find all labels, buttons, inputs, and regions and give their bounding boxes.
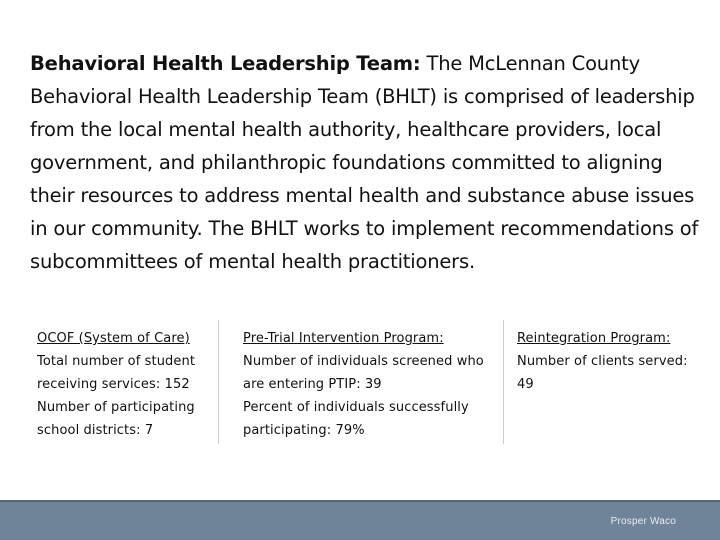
column-divider — [503, 320, 504, 444]
footer-brand: Prosper Waco — [610, 516, 676, 527]
column-divider — [218, 320, 219, 444]
program-reintegration-title: Reintegration Program: — [517, 331, 671, 346]
program-reintegration-stat-clients: Number of clients served: 49 — [517, 354, 688, 392]
program-ocof — [37, 327, 215, 442]
footer-bar — [0, 500, 720, 540]
intro-body: The McLennan County Behavioral Health Leadership Team (BHLT) is comprised of leadership from the local mental health authority, healthcare providers, local government, and philanthropic foundations committed to aligning their resources to address mental health and substance abuse issues in our community. The BHLT works to implement recommendations of subcommittees of mental health practitioners. — [30, 52, 699, 273]
program-reintegration — [517, 327, 707, 396]
program-ptip-stat-screened: Number of individuals screened who are entering PTIP: 39 — [243, 354, 484, 392]
program-ocof-stat-districts: Number of participating school districts: 7 — [37, 400, 195, 438]
intro-paragraph — [30, 47, 712, 278]
program-ptip-title: Pre-Trial Intervention Program: — [243, 331, 444, 346]
intro-heading: Behavioral Health Leadership Team: — [30, 52, 421, 75]
program-ocof-title: OCOF (System of Care) — [37, 331, 190, 346]
program-ptip — [243, 327, 498, 442]
program-ptip-stat-success: Percent of individuals successfully participating: 79% — [243, 400, 469, 438]
program-ocof-stat-students: Total number of student receiving services: 152 — [37, 354, 196, 392]
